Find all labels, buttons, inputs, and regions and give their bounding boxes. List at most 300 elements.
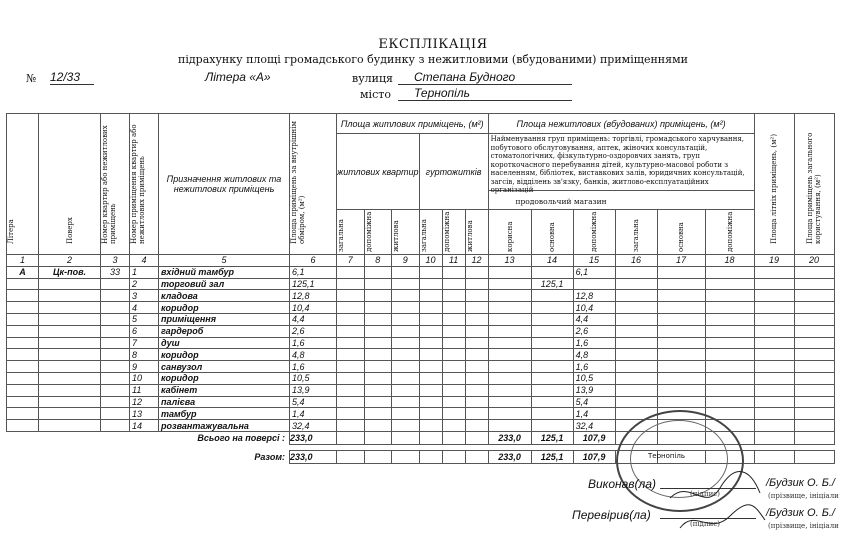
empty-cell — [705, 349, 754, 361]
empty-cell — [392, 266, 420, 278]
empty-cell — [364, 337, 392, 349]
empty-cell — [657, 313, 705, 325]
col-num: 18 — [705, 255, 754, 267]
row-apartment — [101, 278, 130, 290]
row-floor — [39, 313, 101, 325]
row-area: 2,6 — [290, 325, 337, 337]
col-num: 6 — [290, 255, 337, 267]
grand-total-c13: 233,0 — [488, 450, 531, 463]
row-main-area — [531, 408, 573, 420]
sub-living-12: житлова — [465, 220, 474, 252]
empty-cell — [364, 384, 392, 396]
empty-cell — [419, 313, 442, 325]
grand-total-label: Разом: — [254, 451, 285, 462]
document-title: ЕКСПЛІКАЦІЯ — [378, 37, 488, 52]
empty-cell — [794, 396, 834, 408]
empty-cell — [337, 278, 365, 290]
row-room-number: 14 — [130, 420, 159, 432]
city-label: місто — [360, 88, 391, 101]
row-apartment — [101, 420, 130, 432]
row-aux-area: 13,9 — [573, 384, 615, 396]
row-room-purpose: коридор — [159, 302, 290, 314]
column-number-row — [7, 255, 835, 267]
empty-cell — [794, 302, 834, 314]
empty-cell — [488, 313, 531, 325]
empty-cell — [419, 337, 442, 349]
stamp-text: Тернопіль — [648, 452, 686, 460]
table-row — [7, 361, 835, 373]
row-main-area — [531, 337, 573, 349]
col-num: 19 — [754, 255, 794, 267]
empty-cell — [488, 408, 531, 420]
empty-cell — [657, 361, 705, 373]
empty-cell — [442, 302, 465, 314]
empty-cell — [657, 278, 705, 290]
row-room-purpose: санвузол — [159, 361, 290, 373]
empty-cell — [488, 396, 531, 408]
empty-cell — [442, 396, 465, 408]
empty-cell — [754, 349, 794, 361]
checked-by-name: /Будзик О. Б./ — [766, 507, 835, 519]
col-num: 4 — [130, 255, 159, 267]
table-row — [7, 337, 835, 349]
row-main-area — [531, 266, 573, 278]
row-litera — [7, 420, 39, 432]
row-area: 4,8 — [290, 349, 337, 361]
empty-cell — [705, 302, 754, 314]
empty-cell — [392, 384, 420, 396]
row-aux-area: 2,6 — [573, 325, 615, 337]
empty-cell — [615, 384, 657, 396]
empty-cell — [465, 408, 488, 420]
row-floor — [39, 302, 101, 314]
table-row — [7, 302, 835, 314]
empty-cell — [442, 337, 465, 349]
row-main-area — [531, 420, 573, 432]
empty-cell — [705, 396, 754, 408]
empty-cell — [465, 278, 488, 290]
explication-table — [6, 113, 835, 464]
sub-living-9: житлова — [392, 220, 401, 252]
row-room-purpose: кабінет — [159, 384, 290, 396]
empty-cell — [442, 325, 465, 337]
row-room-purpose: вхідний тамбур — [159, 266, 290, 278]
empty-cell — [465, 349, 488, 361]
empty-cell — [419, 266, 442, 278]
empty-cell — [754, 372, 794, 384]
row-area: 32,4 — [290, 420, 337, 432]
empty-cell — [488, 325, 531, 337]
row-main-area — [531, 372, 573, 384]
sub-main-14: основна — [548, 222, 557, 252]
dorms-header: гуртожитків — [419, 134, 488, 210]
made-by-name: /Будзик О. Б./ — [766, 477, 835, 489]
row-aux-area — [573, 278, 615, 290]
row-floor — [39, 420, 101, 432]
empty-cell — [657, 266, 705, 278]
empty-cell — [657, 325, 705, 337]
row-area: 6,1 — [290, 266, 337, 278]
row-litera: А — [7, 266, 39, 278]
empty-cell — [337, 302, 365, 314]
empty-cell — [615, 266, 657, 278]
row-floor — [39, 361, 101, 373]
empty-cell — [794, 361, 834, 373]
empty-cell — [465, 396, 488, 408]
empty-cell — [392, 278, 420, 290]
empty-cell — [705, 278, 754, 290]
row-floor — [39, 384, 101, 396]
empty-cell — [465, 302, 488, 314]
empty-cell — [442, 278, 465, 290]
number-value: 12/33 — [50, 70, 94, 85]
empty-cell — [465, 266, 488, 278]
empty-cell — [705, 313, 754, 325]
empty-cell — [615, 349, 657, 361]
empty-cell — [465, 420, 488, 432]
street-value: Степана Будного — [398, 70, 572, 85]
empty-cell — [794, 349, 834, 361]
empty-cell — [657, 349, 705, 361]
row-floor: Цк-пов. — [39, 266, 101, 278]
col-num: 15 — [573, 255, 615, 267]
row-floor — [39, 408, 101, 420]
empty-cell — [364, 313, 392, 325]
sub-main-17: основна — [677, 222, 686, 252]
empty-cell — [794, 266, 834, 278]
col-header-apt: Номер квартир або нежитлових приміщень — [101, 125, 117, 244]
row-aux-area: 4,4 — [573, 313, 615, 325]
row-room-number: 6 — [130, 325, 159, 337]
empty-cell — [705, 337, 754, 349]
row-apartment — [101, 384, 130, 396]
litera-value: Літера «А» — [205, 70, 271, 84]
row-apartment: 33 — [101, 266, 130, 278]
row-room-purpose: коридор — [159, 349, 290, 361]
empty-cell — [392, 290, 420, 302]
empty-cell — [337, 361, 365, 373]
col-num: 10 — [419, 255, 442, 267]
row-main-area — [531, 396, 573, 408]
row-litera — [7, 290, 39, 302]
empty-cell — [337, 337, 365, 349]
row-aux-area: 1,4 — [573, 408, 615, 420]
row-room-number: 13 — [130, 408, 159, 420]
empty-cell — [615, 302, 657, 314]
empty-cell — [442, 408, 465, 420]
row-main-area — [531, 302, 573, 314]
shop-header: продовольчий магазин — [515, 197, 607, 206]
empty-cell — [337, 372, 365, 384]
empty-cell — [419, 325, 442, 337]
row-room-number: 10 — [130, 372, 159, 384]
empty-cell — [657, 302, 705, 314]
empty-cell — [754, 278, 794, 290]
row-apartment — [101, 337, 130, 349]
row-room-purpose: душ — [159, 337, 290, 349]
empty-cell — [465, 361, 488, 373]
empty-cell — [337, 325, 365, 337]
empty-cell — [419, 396, 442, 408]
empty-cell — [364, 290, 392, 302]
empty-cell — [615, 396, 657, 408]
empty-cell — [657, 337, 705, 349]
empty-cell — [657, 384, 705, 396]
row-room-purpose: торговий зал — [159, 278, 290, 290]
empty-cell — [794, 290, 834, 302]
row-room-number: 2 — [130, 278, 159, 290]
empty-cell — [488, 372, 531, 384]
made-by-sign-hint: (підпис) — [690, 490, 720, 498]
empty-cell — [364, 325, 392, 337]
row-main-area — [531, 361, 573, 373]
empty-cell — [419, 361, 442, 373]
table-row — [7, 290, 835, 302]
row-apartment — [101, 349, 130, 361]
empty-cell — [465, 290, 488, 302]
empty-cell — [419, 408, 442, 420]
col-num: 20 — [794, 255, 834, 267]
grand-total-c14: 125,1 — [531, 450, 573, 463]
empty-cell — [442, 290, 465, 302]
empty-cell — [488, 384, 531, 396]
row-room-number: 9 — [130, 361, 159, 373]
empty-cell — [442, 266, 465, 278]
empty-cell — [705, 372, 754, 384]
empty-cell — [465, 325, 488, 337]
row-litera — [7, 302, 39, 314]
empty-cell — [754, 290, 794, 302]
checked-by-name-hint: (прізвище, ініціали — [768, 522, 839, 530]
sub-total-16: загальна — [632, 219, 641, 252]
col-num: 14 — [531, 255, 573, 267]
col-num: 9 — [392, 255, 420, 267]
row-apartment — [101, 372, 130, 384]
row-litera — [7, 396, 39, 408]
row-aux-area: 4,8 — [573, 349, 615, 361]
empty-cell — [337, 408, 365, 420]
col-num: 13 — [488, 255, 531, 267]
city-value: Тернопіль — [398, 86, 572, 101]
table-row — [7, 325, 835, 337]
table-row — [7, 313, 835, 325]
row-room-purpose: розвантажувальна — [159, 420, 290, 432]
empty-cell — [442, 384, 465, 396]
document-subtitle: підрахунку площі громадського будинку з нежитловими (вбудованими) приміщеннями — [178, 53, 688, 66]
sub-total-10: загальна — [419, 219, 428, 252]
empty-cell — [364, 302, 392, 314]
row-apartment — [101, 290, 130, 302]
row-aux-area: 5,4 — [573, 396, 615, 408]
empty-cell — [419, 302, 442, 314]
row-room-purpose: гардероб — [159, 325, 290, 337]
row-floor — [39, 337, 101, 349]
empty-cell — [337, 349, 365, 361]
row-litera — [7, 408, 39, 420]
floor-total-c14: 125,1 — [531, 431, 573, 444]
row-floor — [39, 372, 101, 384]
empty-cell — [364, 361, 392, 373]
row-room-purpose: палієва — [159, 396, 290, 408]
sub-aux-18: допоміжна — [725, 211, 734, 252]
empty-cell — [364, 266, 392, 278]
empty-cell — [705, 325, 754, 337]
empty-cell — [465, 313, 488, 325]
empty-cell — [337, 384, 365, 396]
row-main-area — [531, 313, 573, 325]
empty-cell — [754, 384, 794, 396]
grand-total-c15: 107,9 — [573, 450, 615, 463]
empty-cell — [794, 384, 834, 396]
row-aux-area: 12,8 — [573, 290, 615, 302]
empty-cell — [392, 361, 420, 373]
empty-cell — [657, 396, 705, 408]
empty-cell — [705, 266, 754, 278]
row-litera — [7, 337, 39, 349]
col-header-purpose: Призначення житлових та нежитлових приміщень — [159, 114, 290, 255]
row-apartment — [101, 361, 130, 373]
empty-cell — [337, 313, 365, 325]
made-by-name-hint: (прізвище, ініціали — [768, 492, 839, 500]
row-area: 12,8 — [290, 290, 337, 302]
col-num: 8 — [364, 255, 392, 267]
made-by-label: Виконав(ла) — [588, 477, 656, 491]
empty-cell — [705, 384, 754, 396]
row-floor — [39, 325, 101, 337]
empty-cell — [488, 361, 531, 373]
col-header-area: Площа приміщень за внутрішнім обміром, (м²) — [290, 121, 306, 244]
empty-cell — [442, 420, 465, 432]
empty-cell — [794, 278, 834, 290]
empty-cell — [615, 361, 657, 373]
empty-cell — [754, 420, 794, 432]
row-area: 1,4 — [290, 408, 337, 420]
empty-cell — [392, 313, 420, 325]
empty-cell — [615, 372, 657, 384]
row-room-number: 4 — [130, 302, 159, 314]
col-num: 11 — [442, 255, 465, 267]
row-main-area — [531, 325, 573, 337]
empty-cell — [754, 325, 794, 337]
row-room-number: 5 — [130, 313, 159, 325]
sub-useful-13: корисна — [505, 221, 514, 252]
street-label: вулиця — [352, 72, 393, 85]
empty-cell — [705, 361, 754, 373]
row-litera — [7, 313, 39, 325]
row-area: 10,4 — [290, 302, 337, 314]
row-room-purpose: коридор — [159, 372, 290, 384]
sub-aux-15: допоміжна — [590, 211, 599, 252]
row-aux-area: 1,6 — [573, 337, 615, 349]
row-floor — [39, 278, 101, 290]
floor-total-area: 233,0 — [290, 431, 337, 444]
row-apartment — [101, 396, 130, 408]
empty-cell — [337, 396, 365, 408]
empty-cell — [392, 349, 420, 361]
col-num: 2 — [39, 255, 101, 267]
table-row — [7, 349, 835, 361]
empty-cell — [465, 337, 488, 349]
row-litera — [7, 372, 39, 384]
empty-cell — [364, 420, 392, 432]
row-litera — [7, 349, 39, 361]
nonliving-group-header: Площа нежитлових (вбудованих) приміщень, (м²) — [488, 114, 754, 134]
row-main-area — [531, 290, 573, 302]
empty-cell — [754, 313, 794, 325]
row-apartment — [101, 325, 130, 337]
row-apartment — [101, 302, 130, 314]
row-room-number: 8 — [130, 349, 159, 361]
empty-cell — [488, 266, 531, 278]
empty-cell — [419, 372, 442, 384]
sub-aux-11: допоміжна — [442, 211, 451, 252]
row-area: 125,1 — [290, 278, 337, 290]
empty-cell — [488, 290, 531, 302]
empty-cell — [392, 325, 420, 337]
sub-aux-8: допоміжна — [364, 211, 373, 252]
empty-cell — [465, 372, 488, 384]
empty-cell — [657, 290, 705, 302]
row-room-purpose: тамбур — [159, 408, 290, 420]
floor-total-c15: 107,9 — [573, 431, 615, 444]
col-num: 16 — [615, 255, 657, 267]
empty-cell — [488, 302, 531, 314]
empty-cell — [364, 372, 392, 384]
empty-cell — [337, 420, 365, 432]
empty-cell — [754, 337, 794, 349]
empty-cell — [419, 384, 442, 396]
row-main-area — [531, 349, 573, 361]
empty-cell — [442, 313, 465, 325]
col-num: 3 — [101, 255, 130, 267]
living-apts-header: житлових квартир — [337, 134, 420, 210]
row-litera — [7, 361, 39, 373]
empty-cell — [754, 266, 794, 278]
empty-cell — [794, 408, 834, 420]
col-num: 5 — [159, 255, 290, 267]
table-row — [7, 384, 835, 396]
empty-cell — [615, 337, 657, 349]
empty-cell — [615, 325, 657, 337]
empty-cell — [392, 337, 420, 349]
empty-cell — [337, 290, 365, 302]
empty-cell — [337, 266, 365, 278]
empty-cell — [794, 372, 834, 384]
living-group-header: Площа житлових приміщень, (м²) — [337, 114, 489, 134]
table-row — [7, 372, 835, 384]
empty-cell — [488, 349, 531, 361]
empty-cell — [794, 325, 834, 337]
row-room-purpose: кладова — [159, 290, 290, 302]
grand-total-area: 233,0 — [290, 450, 337, 463]
empty-cell — [754, 302, 794, 314]
empty-cell — [488, 420, 531, 432]
row-room-number: 11 — [130, 384, 159, 396]
row-aux-area: 32,4 — [573, 420, 615, 432]
empty-cell — [392, 420, 420, 432]
row-litera — [7, 384, 39, 396]
empty-cell — [442, 361, 465, 373]
row-room-purpose: приміщення — [159, 313, 290, 325]
row-room-number: 7 — [130, 337, 159, 349]
table-row — [7, 266, 835, 278]
empty-cell — [392, 408, 420, 420]
empty-cell — [794, 420, 834, 432]
sub-total-7: загальна — [337, 219, 345, 252]
col-header-room: Номер приміщення квартир або нежитлових приміщень — [130, 124, 146, 244]
col-header-common: Площа приміщень загального користування, (м²) — [806, 132, 823, 244]
row-floor — [39, 396, 101, 408]
